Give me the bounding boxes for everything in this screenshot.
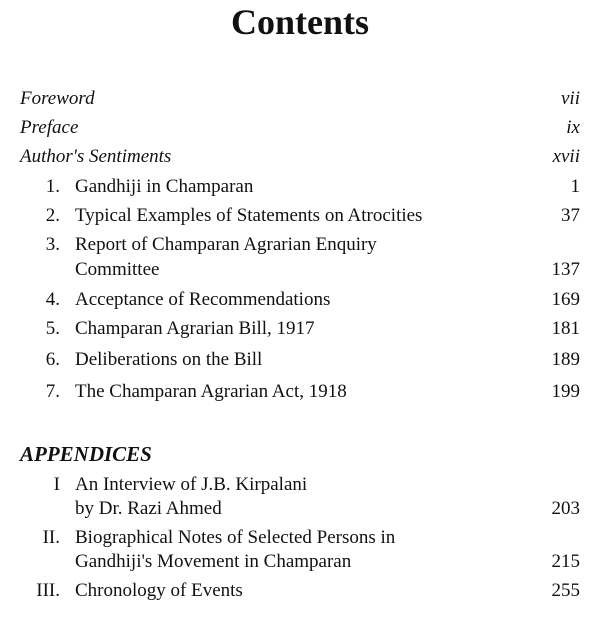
chapter-number: 7. xyxy=(45,381,60,402)
appendix-number: II. xyxy=(42,527,60,548)
appendix-page: 203 xyxy=(551,498,580,519)
appendix-number: I xyxy=(53,474,60,495)
chapter-number: 5. xyxy=(45,318,60,339)
entry-page: xvii xyxy=(552,146,580,167)
appendix-number: III. xyxy=(36,580,60,601)
chapter-number: 4. xyxy=(45,289,60,310)
chapter-title: Acceptance of Recommendations xyxy=(75,289,331,310)
chapter-number: 2. xyxy=(45,205,60,226)
entry-label: Foreword xyxy=(20,88,95,109)
appendix-page: 215 xyxy=(551,551,580,572)
chapter-page: 199 xyxy=(551,381,580,402)
chapter-title: Gandhiji in Champaran xyxy=(75,176,254,197)
chapter-title-line-2: Committee xyxy=(75,259,160,280)
chapter-number: 3. xyxy=(45,234,60,255)
appendices-heading: APPENDICES xyxy=(20,442,152,466)
entry-label: Author's Sentiments xyxy=(20,146,172,167)
chapter-page: 137 xyxy=(551,259,580,280)
appendix-title-line-1: An Interview of J.B. Kirpalani xyxy=(75,474,308,495)
chapter-number: 6. xyxy=(45,349,60,370)
chapter-title: The Champaran Agrarian Act, 1918 xyxy=(75,381,347,402)
entry-label: Preface xyxy=(20,117,79,138)
appendix-page: 255 xyxy=(551,580,580,601)
entry-page: vii xyxy=(561,88,580,109)
chapter-page: 181 xyxy=(551,318,580,339)
chapter-page: 189 xyxy=(551,349,580,370)
chapter-title: Typical Examples of Statements on Atrocities xyxy=(75,205,423,226)
chapter-page: 169 xyxy=(551,289,580,310)
chapter-page: 1 xyxy=(570,176,580,197)
entry-page: ix xyxy=(566,117,580,138)
appendix-title-line-1: Biographical Notes of Selected Persons in xyxy=(75,527,396,548)
page-title: Contents xyxy=(230,2,369,42)
chapter-title: Deliberations on the Bill xyxy=(75,349,263,370)
chapter-title: Champaran Agrarian Bill, 1917 xyxy=(75,318,315,339)
appendix-title-line-2: by Dr. Razi Ahmed xyxy=(75,498,222,519)
appendix-title-line-2: Gandhiji's Movement in Champaran xyxy=(75,551,352,572)
chapter-title-line-1: Report of Champaran Agrarian Enquiry xyxy=(75,234,377,255)
chapter-number: 1. xyxy=(45,176,60,197)
chapter-page: 37 xyxy=(561,205,580,226)
appendix-title: Chronology of Events xyxy=(75,580,243,601)
